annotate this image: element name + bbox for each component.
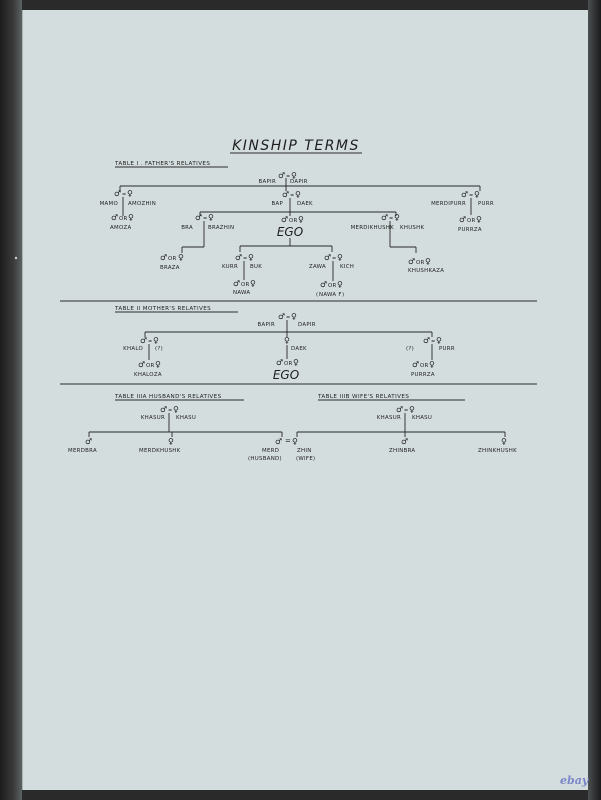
label-khasur: KHASUR (376, 415, 401, 421)
female-symbol: ♀ (173, 405, 179, 414)
label-daek: DAEK (291, 346, 307, 352)
female-symbol: ♀ (291, 171, 297, 180)
table2-gen1-lines (145, 320, 432, 337)
male-symbol: ♂ (195, 213, 203, 222)
female-symbol: ♀ (250, 279, 256, 288)
label-unknown: (?) (406, 346, 414, 352)
label-zawa: ZAWA (308, 264, 326, 270)
female-symbol: ♀ (168, 437, 174, 446)
female-symbol: ♀ (501, 437, 507, 446)
male-symbol: ♂ (276, 358, 284, 367)
or-label: OR (467, 218, 476, 224)
female-symbol: ♀ (337, 280, 343, 289)
male-symbol: ♂ (459, 215, 467, 224)
or-label: OR (284, 361, 293, 367)
label-bapir: BAPIR (257, 322, 275, 328)
table3b-heading: TABLE IIIB WIFE'S RELATIVES (318, 394, 410, 400)
equals-symbol: = (285, 437, 291, 445)
label-merdipurr: MERDIPURR (431, 201, 466, 207)
label-khasu: KHASU (176, 415, 197, 421)
label-mamo: MAMO (99, 201, 118, 207)
female-symbol: ♀ (298, 215, 304, 224)
label-bapir: BAPIR (258, 179, 276, 185)
or-label: OR (328, 283, 337, 289)
equals-symbol: = (122, 192, 127, 198)
male-symbol: ♂ (320, 280, 328, 289)
label-husband: (HUSBAND) (248, 456, 282, 462)
female-symbol: ♀ (291, 312, 297, 321)
label-buk: BUK (250, 264, 263, 270)
or-label: OR (146, 363, 155, 369)
equals-symbol: = (431, 339, 436, 345)
female-symbol: ♀ (409, 405, 415, 414)
label-dapir: DAPIR (290, 179, 308, 185)
paper-speck (15, 257, 17, 259)
male-symbol: ♂ (140, 336, 148, 345)
male-symbol: ♂ (401, 437, 409, 446)
label-khaloza: KHALOZA (134, 372, 162, 378)
label-wife: (WIFE) (296, 456, 316, 462)
label-unknown: (?) (155, 346, 163, 352)
equals-symbol: = (286, 315, 291, 321)
watermark-logo: ebay (560, 774, 589, 787)
label-khasur: KHASUR (140, 415, 165, 421)
or-label: OR (241, 282, 250, 288)
male-symbol: ♂ (324, 253, 332, 262)
label-merdikhushk: MERDIKHUSHK (350, 225, 394, 231)
label-merd: MERD (262, 448, 280, 454)
female-symbol: ♀ (425, 257, 431, 266)
equals-symbol: = (286, 174, 291, 180)
page-title: KINSHIP TERMS (232, 138, 360, 154)
label-daek: DAEK (297, 201, 313, 207)
equals-symbol: = (203, 216, 208, 222)
equals-symbol: = (290, 193, 295, 199)
equals-symbol: = (243, 256, 248, 262)
male-symbol: ♂ (282, 190, 290, 199)
or-label: OR (119, 216, 128, 222)
equals-symbol: = (148, 339, 153, 345)
female-symbol: ♀ (429, 360, 435, 369)
male-symbol: ♂ (114, 189, 122, 198)
ego-label: EGO (276, 225, 304, 239)
label-khasu: KHASU (412, 415, 433, 421)
label-purr: PURR (439, 346, 455, 352)
label-khushkaza: KHUSHKAZA (408, 268, 445, 274)
male-symbol: ♂ (138, 360, 146, 369)
label-nawa-f: NAWA F (319, 292, 342, 298)
label-bra: BRA (181, 225, 193, 231)
female-symbol: ♀ (155, 360, 161, 369)
male-symbol: ♂ (408, 257, 416, 266)
label-purrza: PURRZA (458, 227, 482, 233)
male-symbol: ♂ (278, 171, 286, 180)
female-symbol: ♀ (474, 190, 480, 199)
female-symbol: ♀ (248, 253, 254, 262)
or-label: OR (420, 363, 429, 369)
or-label: OR (289, 218, 298, 224)
male-symbol: ♂ (160, 253, 168, 262)
label-khushk: KHUSHK (400, 225, 425, 231)
label-zhinkhushk: ZHINKHUSHK (478, 448, 517, 454)
female-symbol: ♀ (295, 190, 301, 199)
male-symbol: ♂ (85, 437, 93, 446)
female-symbol: ♀ (178, 253, 184, 262)
male-symbol: ♂ (160, 405, 168, 414)
label-dapir: DAPIR (298, 322, 316, 328)
female-symbol: ♀ (293, 358, 299, 367)
table3a-heading: TABLE IIIA HUSBAND'S RELATIVES (115, 394, 222, 400)
label-amozhin: AMOZHIN (128, 201, 157, 207)
female-symbol: ♀ (208, 213, 214, 222)
table3b-lines (297, 413, 505, 437)
female-symbol: ♀ (337, 253, 343, 262)
female-symbol: ♀ (436, 336, 442, 345)
label-zhin: ZHIN (297, 448, 312, 454)
table2-heading: TABLE II MOTHER'S RELATIVES (115, 306, 212, 312)
male-symbol: ♂ (233, 279, 241, 288)
label-nawa: NAWA (233, 290, 251, 296)
male-symbol: ♂ (278, 312, 286, 321)
label-merdbra: MERDBRA (68, 448, 97, 454)
paren-close: ) (342, 292, 345, 298)
female-symbol: ♀ (153, 336, 159, 345)
equals-symbol: = (168, 408, 173, 414)
male-symbol: ♂ (423, 336, 431, 345)
table1-heading: TABLE I . FATHER'S RELATIVES (115, 161, 211, 167)
male-symbol: ♂ (461, 190, 469, 199)
male-symbol: ♂ (275, 437, 283, 446)
female-symbol: ♀ (127, 189, 133, 198)
label-khalo: KHALO (123, 346, 143, 352)
label-purrza: PURRZA (411, 372, 435, 378)
table1-ego-children-lines (240, 238, 332, 252)
or-label: OR (168, 256, 177, 262)
male-symbol: ♂ (412, 360, 420, 369)
label-bap: BAP (271, 201, 283, 207)
female-symbol: ♀ (284, 336, 290, 345)
female-symbol: ♀ (476, 215, 482, 224)
male-symbol: ♂ (111, 213, 119, 222)
equals-symbol: = (389, 216, 394, 222)
label-kurr: KURR (221, 264, 238, 270)
ego-label: EGO (272, 368, 300, 382)
label-merdkhushk: MERDKHUSHK (139, 448, 181, 454)
paren-open: ( (316, 292, 319, 298)
label-amoza: AMOZA (110, 225, 132, 231)
or-label: OR (416, 260, 425, 266)
equals-symbol: = (404, 408, 409, 414)
female-symbol: ♀ (394, 213, 400, 222)
male-symbol: ♂ (396, 405, 404, 414)
label-braza: BRAZA (160, 265, 180, 271)
female-symbol: ♀ (128, 213, 134, 222)
male-symbol: ♂ (381, 213, 389, 222)
label-kich: KICH (340, 264, 355, 270)
label-purr: PURR (478, 201, 494, 207)
equals-symbol: = (332, 256, 337, 262)
equals-symbol: = (469, 193, 474, 199)
male-symbol: ♂ (281, 215, 289, 224)
label-brazhin: BRAZHIN (208, 225, 235, 231)
label-zhinbra: ZHINBRA (389, 448, 416, 454)
female-symbol: ♀ (292, 437, 298, 446)
male-symbol: ♂ (235, 253, 243, 262)
